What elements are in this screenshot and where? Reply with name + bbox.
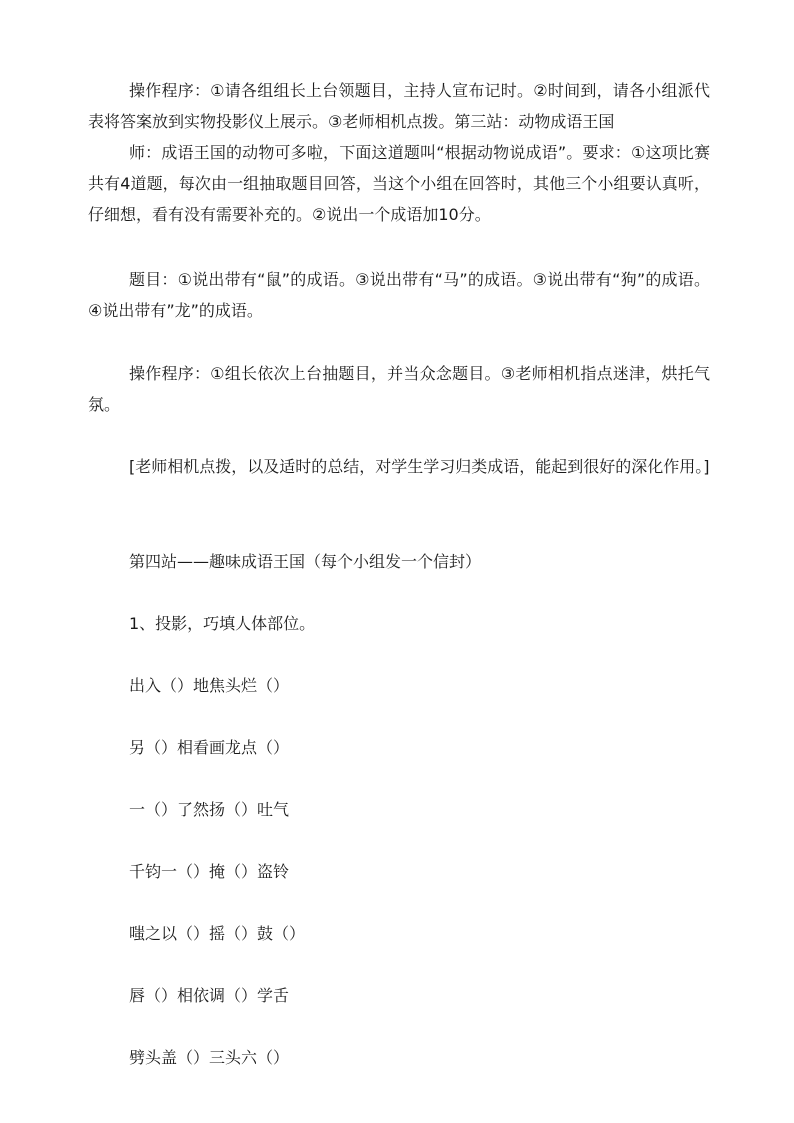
- paragraph-animal-idioms: 师：成语王国的动物可多啦，下面这道题叫“根据动物说成语”。要求：①这项比赛共有4道题，每次由一组抽取题目回答，当这个小组在回答时，其他三个小组要认真听，仔细想，看有没有需要补充的。②说出一个成语加10分。: [88, 143, 710, 224]
- idiom-line: 另（）相看画龙点（）: [129, 738, 290, 757]
- idiom-line: 嗤之以（）摇（）鼓（）: [129, 924, 306, 943]
- task-heading: 1、投影，巧填人体部位。: [129, 614, 316, 633]
- paragraph-procedure-1: 操作程序：①请各组组长上台领题目，主持人宣布记时。②时间到，请各小组派代表将答案放到实物投影仪上展示。③老师相机点拨。第三站：动物成语王国: [88, 81, 710, 131]
- station-four-heading: 第四站——趣味成语王国（每个小组发一个信封）: [129, 552, 482, 571]
- idiom-line: 出入（）地焦头烂（）: [129, 676, 290, 695]
- idiom-line: 一（）了然扬（）吐气: [129, 800, 290, 819]
- idiom-line: 唇（）相依调（）学舌: [129, 986, 290, 1005]
- paragraph-procedure-2: 操作程序：①组长依次上台抽题目，并当众念题目。③老师相机指点迷津，烘托气氛。: [88, 364, 710, 414]
- paragraph-questions: 题目：①说出带有“鼠”的成语。③说出带有“马”的成语。③说出带有“狗”的成语。④说出带有”龙”的成语。: [88, 270, 710, 320]
- idiom-line: 千钧一（）掩（）盗铃: [129, 862, 290, 881]
- idiom-line: 劈头盖（）三头六（）: [129, 1048, 290, 1067]
- paragraph-teacher-note: [老师相机点拨，以及适时的总结，对学生学习归类成语，能起到很好的深化作用。]: [129, 457, 710, 476]
